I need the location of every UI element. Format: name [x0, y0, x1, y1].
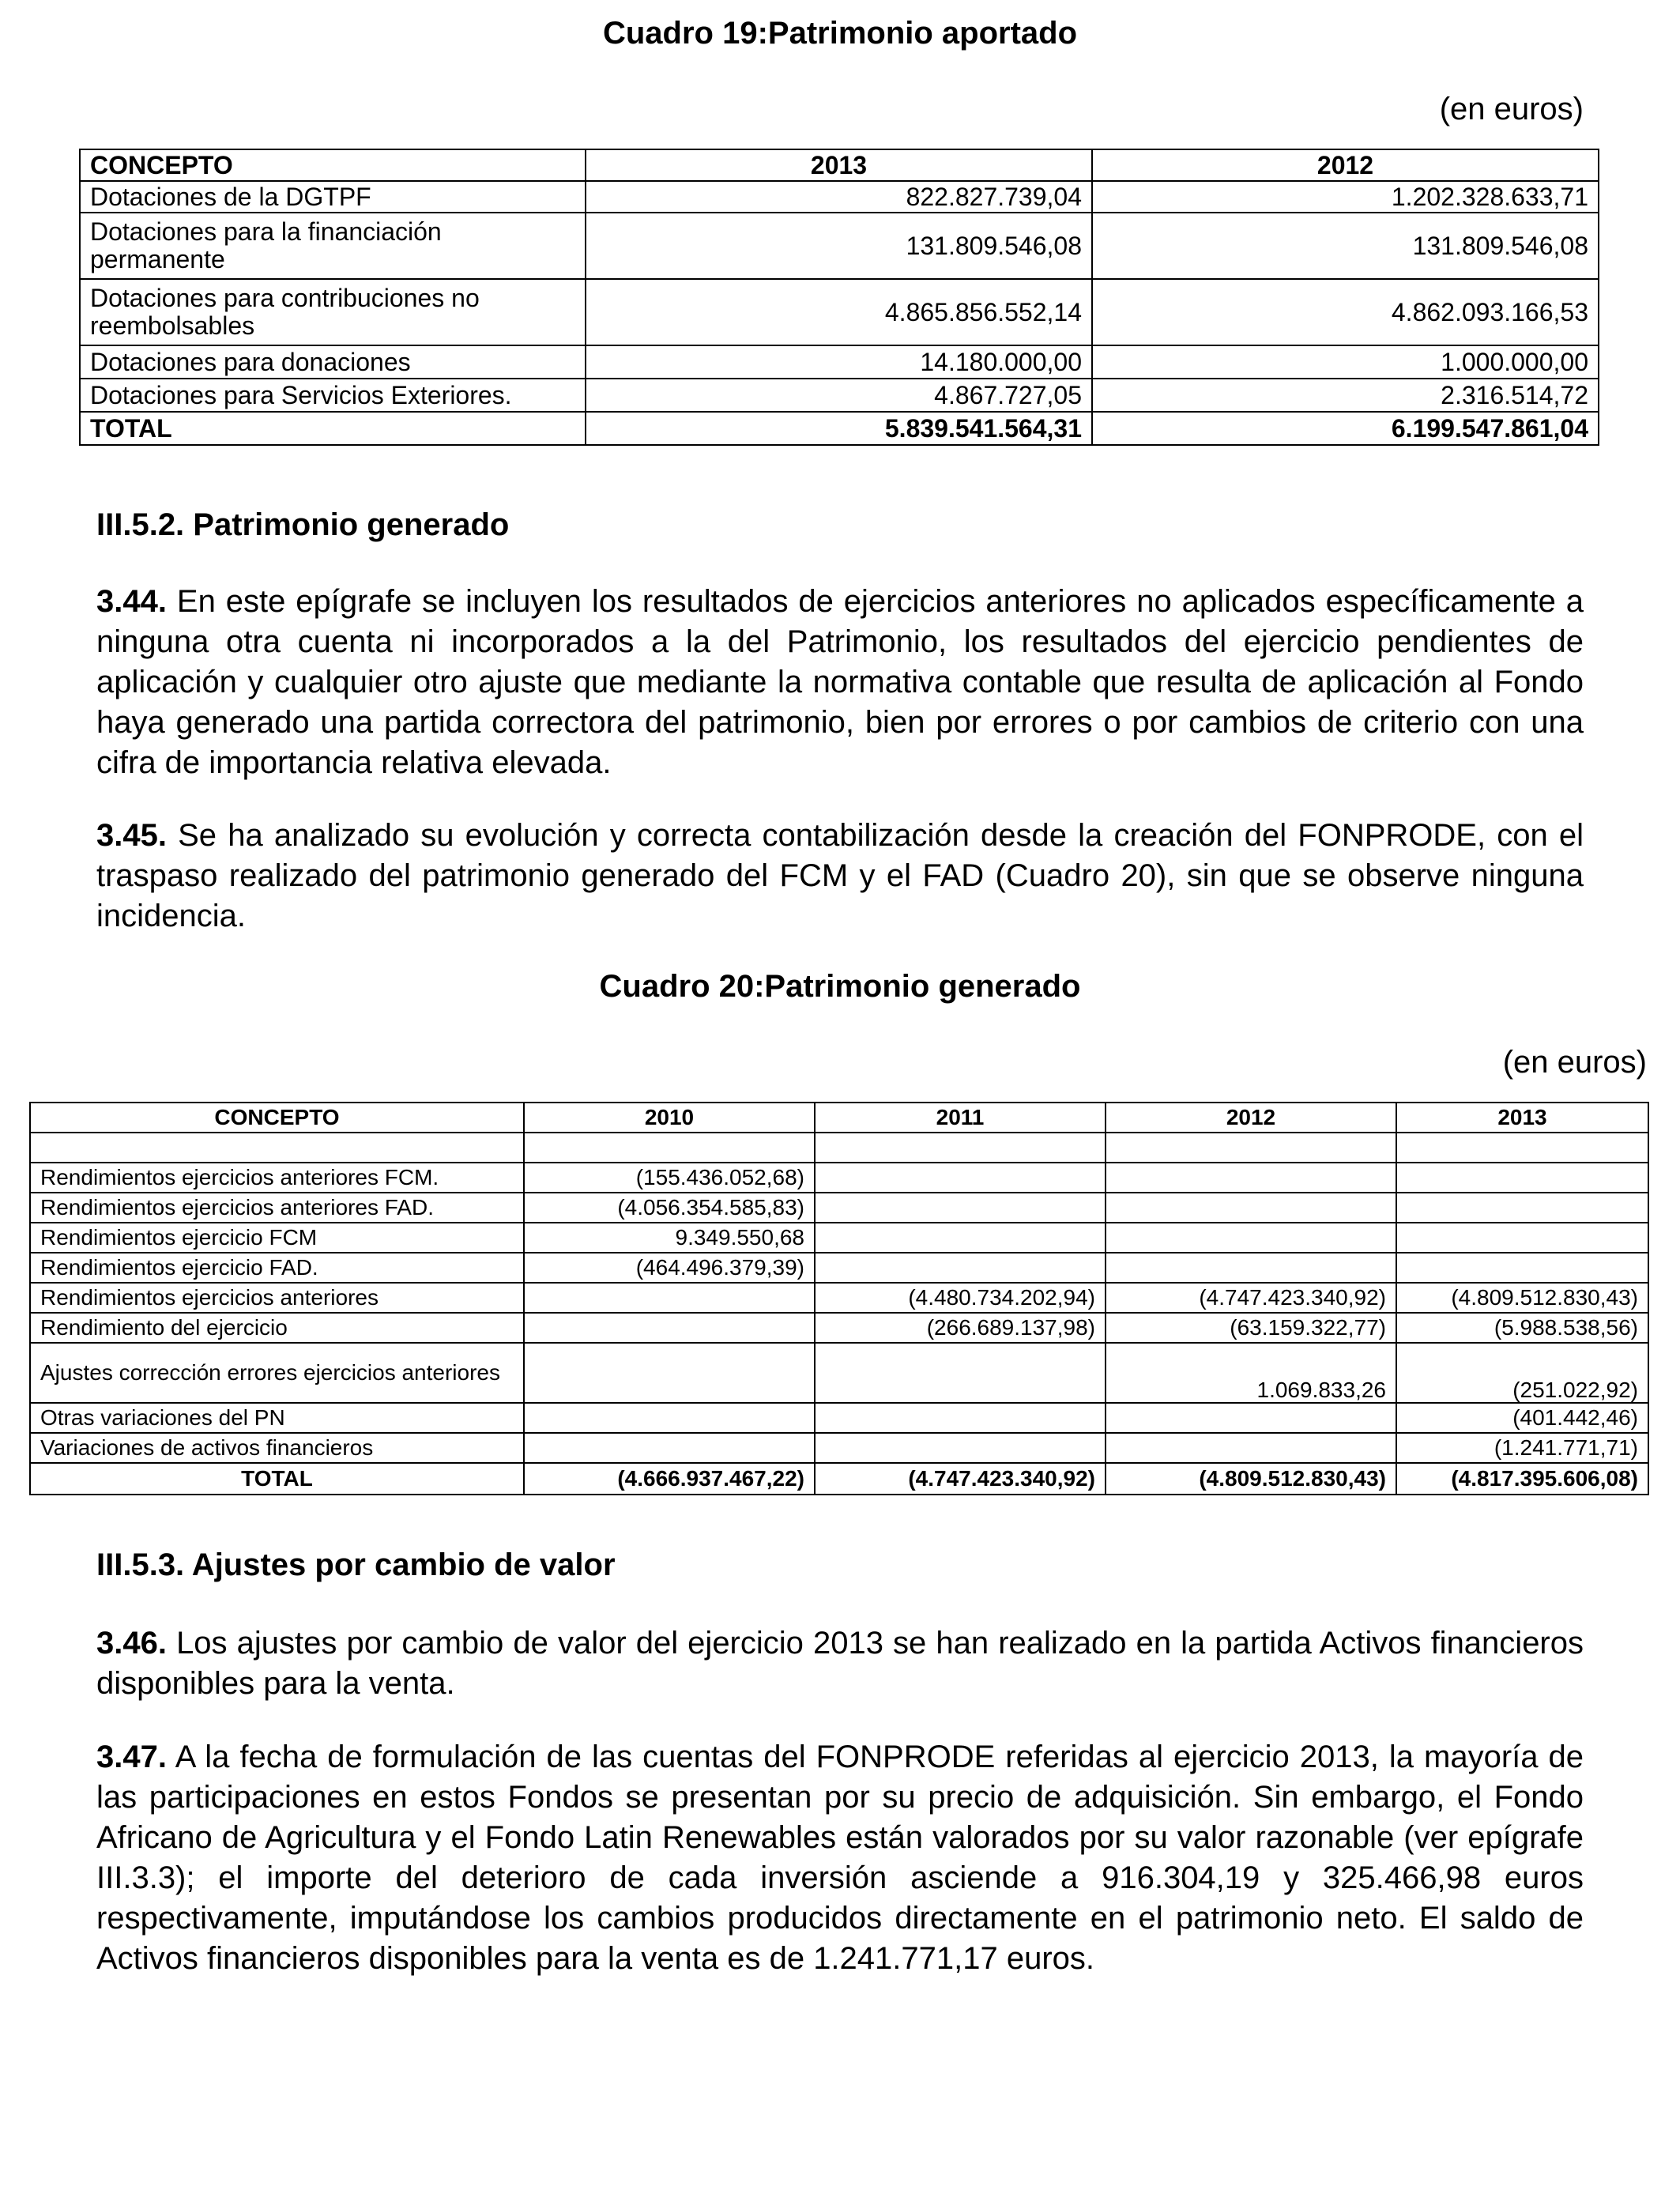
value-cell	[524, 1133, 815, 1163]
section-heading-352: III.5.2. Patrimonio generado	[96, 507, 510, 542]
total-value: (4.666.937.467,22)	[524, 1463, 815, 1495]
table-row	[30, 1253, 1648, 1283]
paragraph-number: 3.45.	[96, 818, 167, 853]
concept-cell: Rendimientos ejercicio FCM	[30, 1223, 524, 1253]
table-header-row	[30, 1103, 1648, 1133]
value-cell	[815, 1403, 1106, 1433]
value-cell: 131.809.546,08	[586, 213, 1092, 279]
total-value: 5.839.541.564,31	[586, 412, 1092, 445]
value-cell	[815, 1433, 1106, 1463]
table-row	[30, 1343, 1648, 1403]
value-cell: 1.069.833,26	[1106, 1343, 1396, 1403]
cuadro19-table	[79, 149, 1599, 446]
total-label: TOTAL	[30, 1463, 524, 1495]
value-cell	[524, 1313, 815, 1343]
paragraph-number: 3.46.	[96, 1626, 167, 1661]
value-cell: 2.316.514,72	[1092, 379, 1599, 412]
total-label: TOTAL	[80, 412, 586, 445]
header-cell: 2013	[1396, 1103, 1648, 1133]
value-cell: (1.241.771,71)	[1396, 1433, 1648, 1463]
concept-cell: Dotaciones para donaciones	[80, 345, 586, 379]
paragraph-345	[96, 816, 1584, 937]
concept-cell: Variaciones de activos financieros	[30, 1433, 524, 1463]
concept-cell	[30, 1133, 524, 1163]
value-cell	[524, 1343, 815, 1403]
value-cell	[524, 1433, 815, 1463]
total-value: (4.747.423.340,92)	[815, 1463, 1106, 1495]
value-cell	[1106, 1133, 1396, 1163]
header-cell: 2011	[815, 1103, 1106, 1133]
paragraph-344	[96, 582, 1584, 783]
value-cell: 822.827.739,04	[586, 181, 1092, 213]
value-cell: (4.809.512.830,43)	[1396, 1283, 1648, 1313]
table-row	[30, 1223, 1648, 1253]
value-cell	[1106, 1223, 1396, 1253]
header-cell: CONCEPTO	[30, 1103, 524, 1133]
value-cell	[524, 1403, 815, 1433]
header-cell: 2010	[524, 1103, 815, 1133]
cuadro20-unit: (en euros)	[1502, 1045, 1647, 1080]
table-row	[30, 1283, 1648, 1313]
table-row	[80, 379, 1599, 412]
value-cell: (4.480.734.202,94)	[815, 1283, 1106, 1313]
table-header-row	[80, 149, 1599, 181]
table-row	[80, 181, 1599, 213]
value-cell	[524, 1283, 815, 1313]
paragraph-347	[96, 1737, 1584, 1979]
value-cell	[1106, 1253, 1396, 1283]
total-value: (4.817.395.606,08)	[1396, 1463, 1648, 1495]
value-cell: (4.056.354.585,83)	[524, 1193, 815, 1223]
value-cell: (251.022,92)	[1396, 1343, 1648, 1403]
value-cell	[1396, 1223, 1648, 1253]
value-cell: (401.442,46)	[1396, 1403, 1648, 1433]
table-row	[30, 1133, 1648, 1163]
paragraph-text: A la fecha de formulación de las cuentas del FONPRODE referidas al ejercicio 2013, la mayoría de las participaciones en estos Fondos se presentan por su precio de adquisición. Sin embargo, el Fondo Africano de Agricultura y el Fondo Latin Renewables están valorados por su valor razonable (ver epígrafe III.3.3); el importe del deterioro de cada inversión asciende a 916.304,19 y 325.466,98 euros respectivamente, imputándose los cambios producidos directamente en el patrimonio neto. El saldo de Activos financieros disponibles para la venta es de 1.241.771,17 euros.	[96, 1740, 1584, 1976]
concept-cell: Dotaciones para contribuciones no reembolsables	[80, 279, 586, 345]
value-cell: 1.000.000,00	[1092, 345, 1599, 379]
value-cell	[1396, 1163, 1648, 1193]
value-cell: 1.202.328.633,71	[1092, 181, 1599, 213]
value-cell	[815, 1133, 1106, 1163]
value-cell	[1396, 1253, 1648, 1283]
concept-cell: Rendimientos ejercicios anteriores FCM.	[30, 1163, 524, 1193]
value-cell: (5.988.538,56)	[1396, 1313, 1648, 1343]
value-cell: 14.180.000,00	[586, 345, 1092, 379]
total-value: 6.199.547.861,04	[1092, 412, 1599, 445]
table-row	[30, 1403, 1648, 1433]
header-cell: CONCEPTO	[80, 149, 586, 181]
value-cell: 4.867.727,05	[586, 379, 1092, 412]
value-cell	[1106, 1163, 1396, 1193]
concept-cell: Ajustes corrección errores ejercicios anteriores	[30, 1343, 524, 1403]
cuadro20-table	[29, 1102, 1649, 1495]
paragraph-text: Los ajustes por cambio de valor del ejercicio 2013 se han realizado en la partida Activos financieros disponibles para la venta.	[96, 1626, 1584, 1701]
value-cell: 131.809.546,08	[1092, 213, 1599, 279]
cuadro19-unit: (en euros)	[1439, 92, 1584, 126]
concept-cell: Otras variaciones del PN	[30, 1403, 524, 1433]
value-cell: (266.689.137,98)	[815, 1313, 1106, 1343]
table-row	[80, 345, 1599, 379]
total-value: (4.809.512.830,43)	[1106, 1463, 1396, 1495]
value-cell	[1106, 1193, 1396, 1223]
value-cell: (63.159.322,77)	[1106, 1313, 1396, 1343]
concept-cell: Dotaciones para Servicios Exteriores.	[80, 379, 586, 412]
table-row	[30, 1163, 1648, 1193]
value-cell	[815, 1193, 1106, 1223]
concept-cell: Dotaciones de la DGTPF	[80, 181, 586, 213]
value-cell	[815, 1223, 1106, 1253]
value-cell: (4.747.423.340,92)	[1106, 1283, 1396, 1313]
table-row	[30, 1433, 1648, 1463]
concept-cell: Rendimientos ejercicios anteriores FAD.	[30, 1193, 524, 1223]
section-heading-353: III.5.3. Ajustes por cambio de valor	[96, 1547, 616, 1582]
cuadro20-caption: Cuadro 20:Patrimonio generado	[599, 969, 1081, 1004]
header-cell: 2012	[1106, 1103, 1396, 1133]
header-cell: 2012	[1092, 149, 1599, 181]
value-cell	[1106, 1403, 1396, 1433]
value-cell	[815, 1163, 1106, 1193]
concept-cell: Dotaciones para la financiación permanente	[80, 213, 586, 279]
paragraph-number: 3.47.	[96, 1740, 167, 1774]
concept-cell: Rendimiento del ejercicio	[30, 1313, 524, 1343]
paragraph-text: Se ha analizado su evolución y correcta contabilización desde la creación del FONPRODE, con el traspaso realizado del patrimonio generado del FCM y el FAD (Cuadro 20), sin que se observe ninguna incidencia.	[96, 818, 1584, 933]
value-cell	[1106, 1433, 1396, 1463]
value-cell: (464.496.379,39)	[524, 1253, 815, 1283]
table-row	[80, 213, 1599, 279]
paragraph-346	[96, 1623, 1584, 1704]
value-cell	[815, 1343, 1106, 1403]
value-cell: (155.436.052,68)	[524, 1163, 815, 1193]
paragraph-number: 3.44.	[96, 584, 167, 619]
value-cell	[1396, 1193, 1648, 1223]
cuadro19-caption: Cuadro 19:Patrimonio aportado	[602, 16, 1078, 51]
concept-cell: Rendimientos ejercicio FAD.	[30, 1253, 524, 1283]
paragraph-text: En este epígrafe se incluyen los resultados de ejercicios anteriores no aplicados específicamente a ninguna otra cuenta ni incorporados a la del Patrimonio, los resultados del ejercicio pendientes de aplicación y cualquier otro ajuste que mediante la normativa contable que resulta de aplicación al Fondo haya generado una partida correctora del patrimonio, bien por errores o por cambios de criterio con una cifra de importancia relativa elevada.	[96, 584, 1584, 780]
table-total-row	[30, 1463, 1648, 1495]
header-cell: 2013	[586, 149, 1092, 181]
table-total-row	[80, 412, 1599, 445]
value-cell: 4.865.856.552,14	[586, 279, 1092, 345]
table-row	[80, 279, 1599, 345]
table-row	[30, 1193, 1648, 1223]
concept-cell: Rendimientos ejercicios anteriores	[30, 1283, 524, 1313]
value-cell: 4.862.093.166,53	[1092, 279, 1599, 345]
value-cell: 9.349.550,68	[524, 1223, 815, 1253]
value-cell	[815, 1253, 1106, 1283]
table-row	[30, 1313, 1648, 1343]
value-cell	[1396, 1133, 1648, 1163]
